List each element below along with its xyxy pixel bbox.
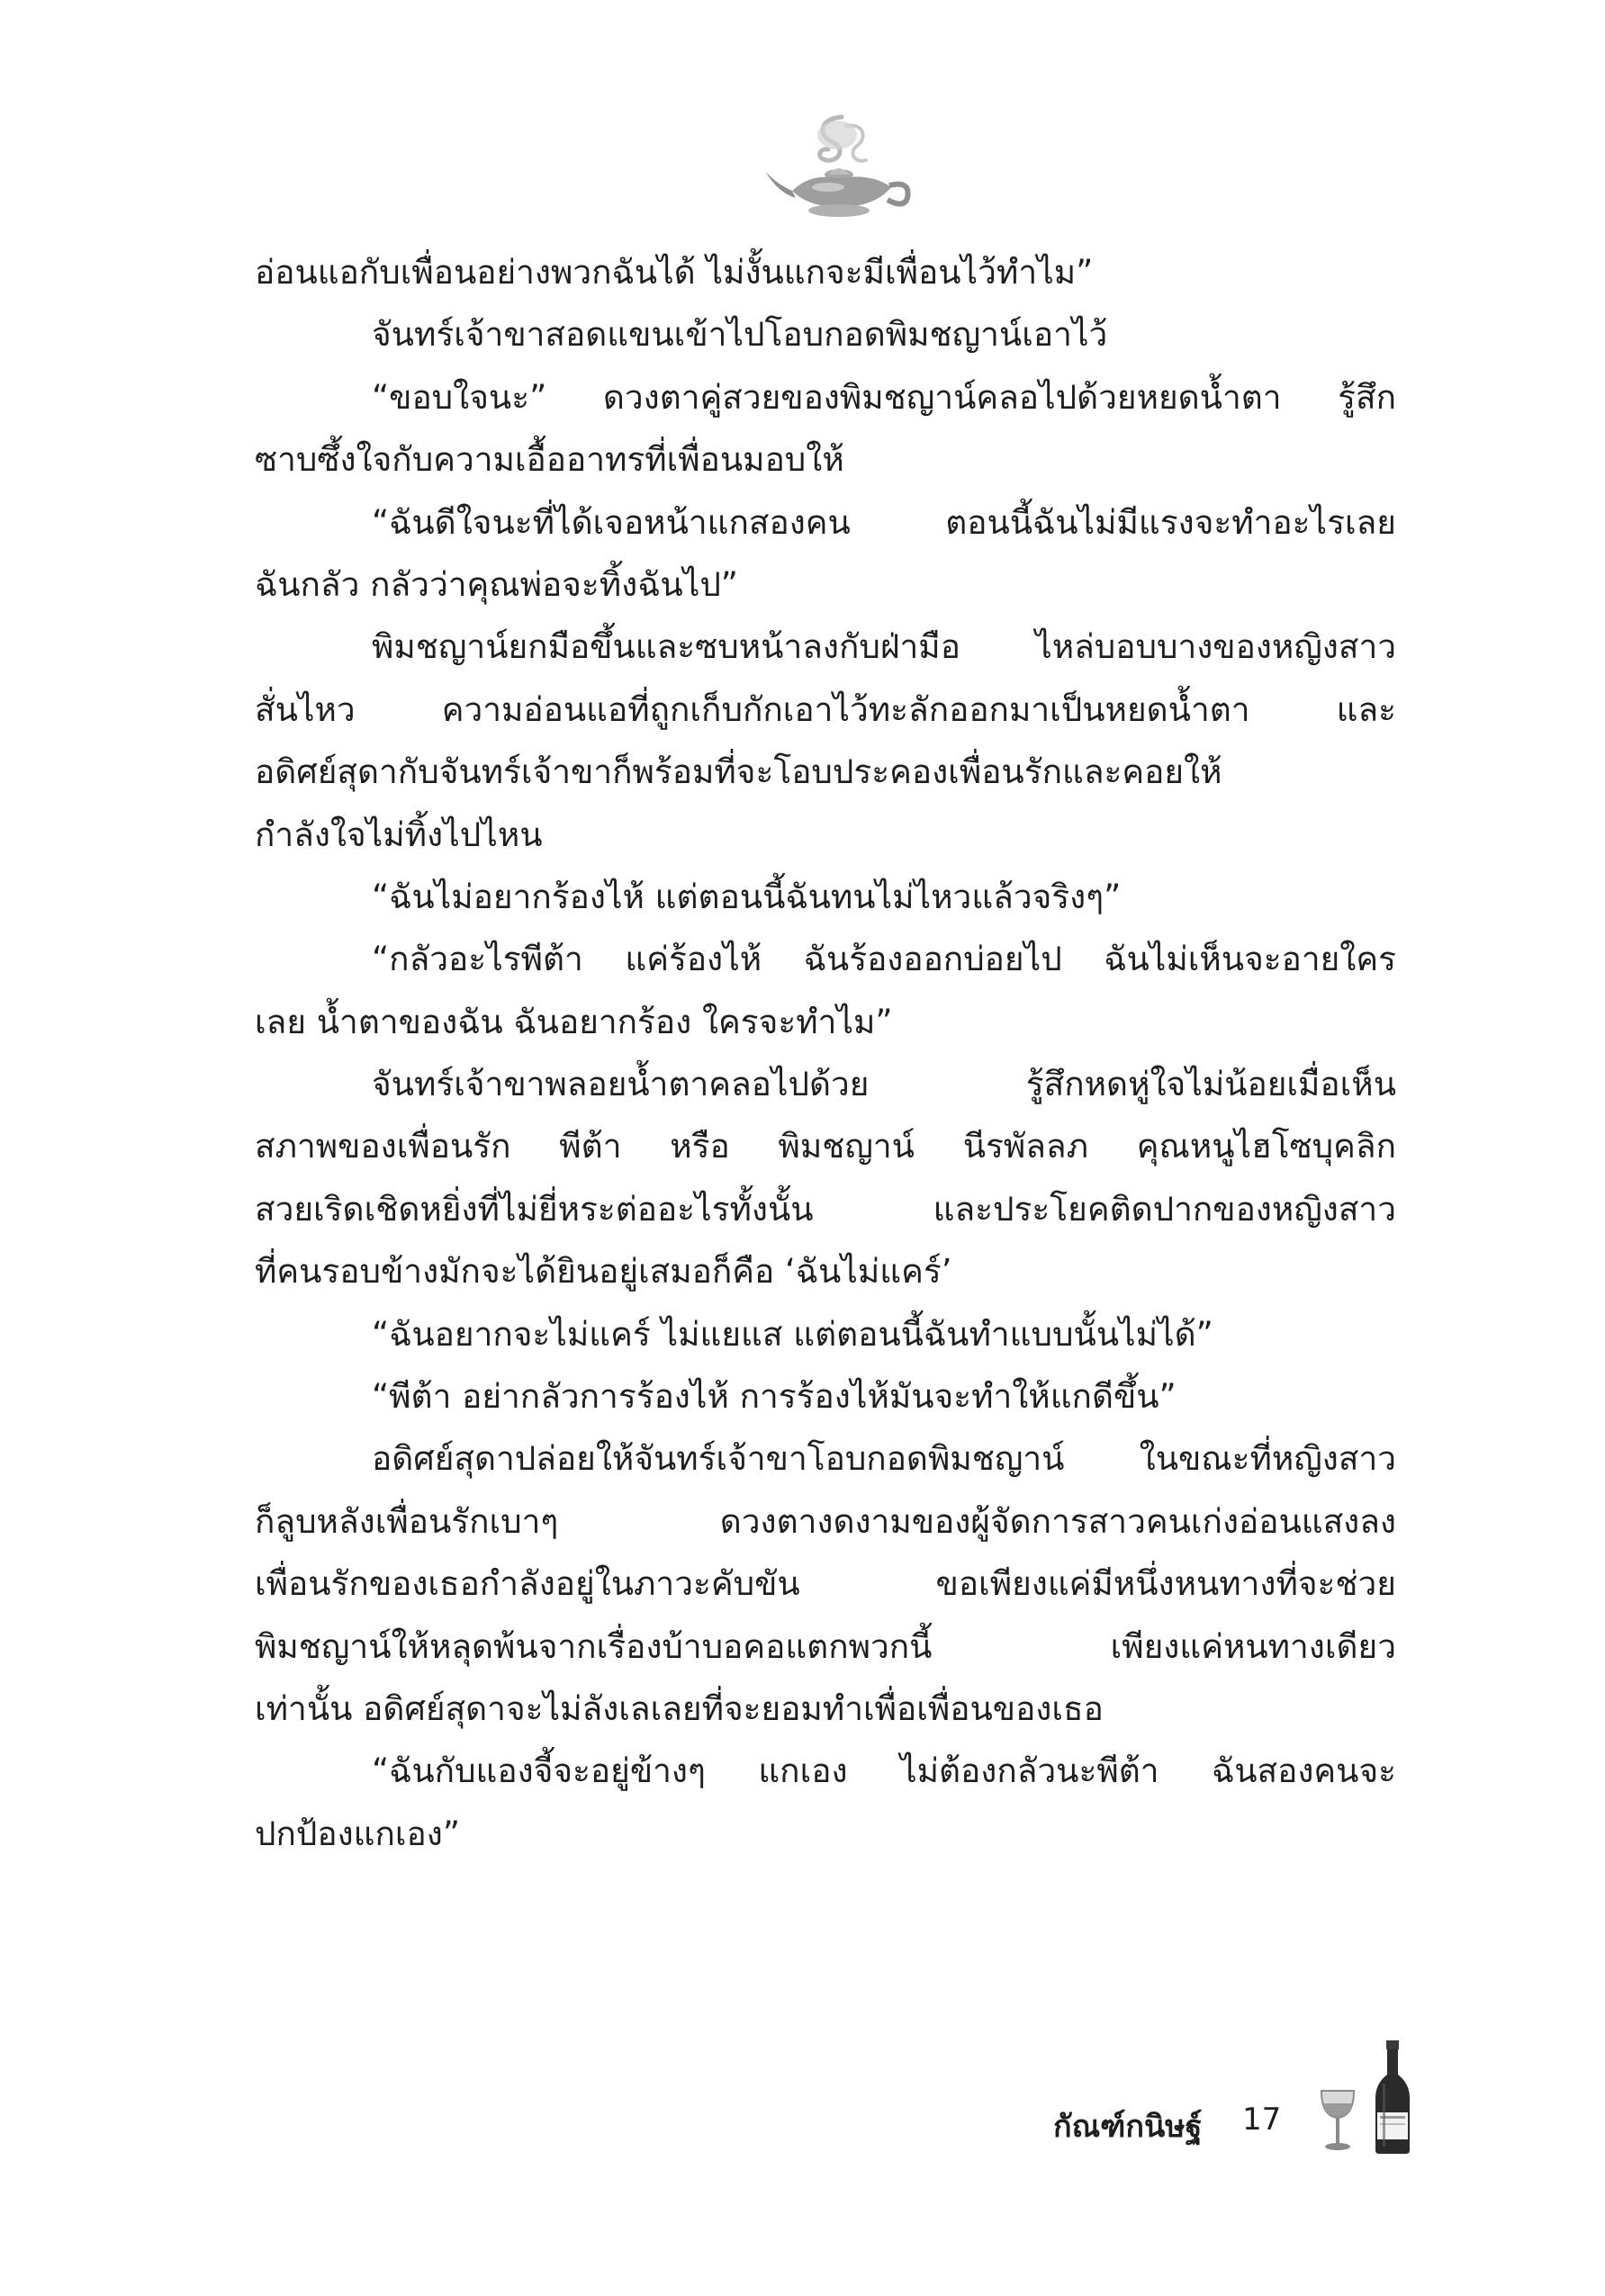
text-line: พิมชญาน์ให้หลุดพ้นจากเรื่องบ้าบอคอแตกพวกนี้ เพียงแค่หนทางเดียว	[255, 1626, 1396, 1666]
text-line: “ฉันไม่อยากร้องไห้ แต่ตอนนี้ฉันทนไม่ไหวแล้วจริงๆ”	[372, 877, 1122, 916]
text-line: ที่คนรอบข้างมักจะได้ยินอยู่เสมอก็คือ ‘ฉันไม่แคร์’	[255, 1252, 952, 1292]
text-line: อ่อนแอกับเพื่อนอย่างพวกฉันได้ ไม่งั้นแกจะมีเพื่อนไว้ทำไม”	[255, 253, 1094, 292]
wine-glass-bottle-icon	[1314, 2039, 1431, 2156]
text-line: “กลัวอะไรพีต้า แค่ร้องไห้ ฉันร้องออกบ่อยไป ฉันไม่เห็นจะอายใคร	[372, 940, 1396, 979]
text-line: สวยเริดเชิดหยิ่งที่ไม่ยี่หระต่ออะไรทั้งนั้น และประโยคติดปากของหญิงสาว	[255, 1189, 1396, 1229]
text-line: ซาบซึ้งใจกับความเอื้ออาทรที่เพื่อนมอบให้	[255, 440, 844, 480]
text-line: เพื่อนรักของเธอกำลังอยู่ในภาวะคับขัน ขอเพียงแค่มีหนึ่งหนทางที่จะช่วย	[255, 1564, 1396, 1604]
text-line: “ฉันอยากจะไม่แคร์ ไม่แยแส แต่ตอนนี้ฉันทำแบบนั้นไม่ได้”	[372, 1314, 1213, 1354]
text-line: จันทร์เจ้าขาสอดแขนเข้าไปโอบกอดพิมชญาน์เอาไว้	[372, 315, 1108, 355]
text-line: เท่านั้น อดิศย์สุดาจะไม่ลังเลเลยที่จะยอมทำเพื่อเพื่อนของเธอ	[255, 1688, 1104, 1728]
page-footer	[1053, 2039, 1431, 2156]
text-line: สภาพของเพื่อนรัก พีต้า หรือ พิมชญาน์ นีรพัลลภ คุณหนูไฮโซบุคลิก	[255, 1127, 1396, 1166]
text-line: “พีต้า อย่ากลัวการร้องไห้ การร้องไห้มันจะทำให้แกดีขึ้น”	[372, 1377, 1177, 1417]
page-number: 17	[1242, 2102, 1282, 2138]
text-line: “ขอบใจนะ” ดวงตาคู่สวยของพิมชญาน์คลอไปด้วยหยดน้ำตา รู้สึก	[372, 377, 1396, 417]
text-line: “ฉันกับแองจี้จะอยู่ข้างๆ แกเอง ไม่ต้องกลัวนะพีต้า ฉันสองคนจะ	[372, 1751, 1396, 1791]
text-line: ฉันกลัว กลัวว่าคุณพ่อจะทิ้งฉันไป”	[255, 564, 738, 604]
text-line: สั่นไหว ความอ่อนแอที่ถูกเก็บกักเอาไว้ทะลักออกมาเป็นหยดน้ำตา และ	[255, 689, 1396, 729]
text-line: เลย น้ำตาของฉัน ฉันอยากร้อง ใครจะทำไม”	[255, 1002, 893, 1041]
genie-lamp-icon	[756, 108, 918, 225]
text-line: ก็ลูบหลังเพื่อนรักเบาๆ ดวงตางดงามของผู้จัดการสาวคนเก่งอ่อนแสงลง	[255, 1501, 1396, 1541]
text-line: จันทร์เจ้าขาพลอยน้ำตาคลอไปด้วย รู้สึกหดหู่ใจไม่น้อยเมื่อเห็น	[372, 1065, 1396, 1104]
text-line: อดิศย์สุดาปล่อยให้จันทร์เจ้าขาโอบกอดพิมชญาน์ ในขณะที่หญิงสาว	[372, 1439, 1396, 1479]
text-line: อดิศย์สุดากับจันทร์เจ้าขาก็พร้อมที่จะโอบประคองเพื่อนรักและคอยให้	[255, 752, 1222, 792]
text-line: กำลังใจไม่ทิ้งไปไหน	[255, 815, 543, 854]
footer-author: กัณฑ์กนิษฐ์	[1053, 2109, 1203, 2145]
text-line: “ฉันดีใจนะที่ได้เจอหน้าแกสองคน ตอนนี้ฉันไม่มีแรงจะทำอะไรเลย	[372, 502, 1396, 542]
text-line: ปกป้องแกเอง”	[255, 1814, 461, 1853]
body-text	[255, 241, 1396, 1865]
text-line: พิมชญาน์ยกมือขึ้นและซบหน้าลงกับฝ่ามือ ไหล่บอบบางของหญิงสาว	[372, 627, 1396, 667]
